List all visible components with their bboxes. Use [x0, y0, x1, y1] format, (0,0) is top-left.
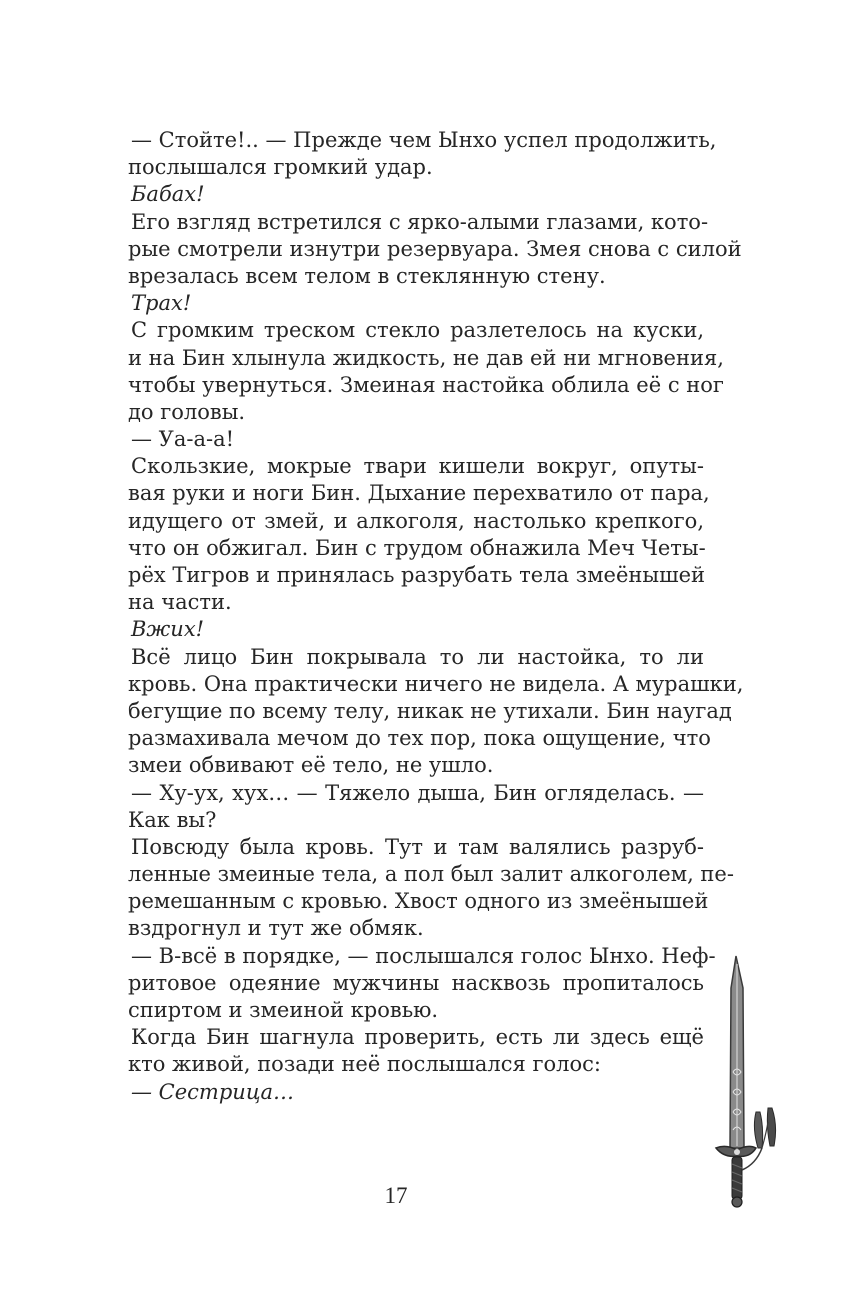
- text-line: ритовое одеяние мужчины насквозь пропиталось: [128, 970, 704, 995]
- text-line: кровь. Она практически ничего не видела. А мурашки,: [128, 671, 744, 696]
- text-line: чтобы увернуться. Змеиная настойка облила её с ног: [128, 372, 724, 397]
- sword-icon: [712, 952, 788, 1210]
- text-line: вая руки и ноги Бин. Дыхание перехватило от пара,: [128, 481, 710, 506]
- sound-effect-line: Вжих!: [131, 617, 205, 642]
- text-line: С громким треском стекло разлетелось на куски,: [131, 318, 704, 343]
- sound-effect-line: Трах!: [131, 291, 192, 316]
- text-line: вздрогнул и тут же обмяк.: [128, 916, 424, 941]
- text-line: рёх Тигров и принялась разрубать тела змеёнышей: [128, 563, 706, 587]
- tassel-left: [754, 1112, 762, 1148]
- text-line: врезалась всем телом в стеклянную стену.: [128, 263, 606, 288]
- text-line: — Стойте!.. — Прежде чем Ынхо успел продолжить,: [131, 128, 717, 152]
- text-line: на части.: [128, 590, 232, 615]
- text-line: — В-всё в порядке, — послышался голос Ынхо. Неф-: [131, 943, 716, 968]
- text-line: Как вы?: [128, 807, 217, 832]
- tassel-right: [767, 1108, 775, 1146]
- sword-grip: [732, 1157, 742, 1199]
- dialogue-line: — Сестрица…: [131, 1079, 294, 1104]
- sound-effect-line: Бабах!: [131, 182, 205, 207]
- text-line: ленные змеиные тела, а пол был залит алкоголем, пе-: [128, 862, 734, 887]
- text-line: Скользкие, мокрые твари кишели вокруг, опуты-: [131, 454, 704, 479]
- text-line: Всё лицо Бин покрывала то ли настойка, то ли: [131, 644, 704, 669]
- text-line: до головы.: [128, 399, 246, 424]
- text-line: спиртом и змеиной кровью.: [128, 998, 439, 1022]
- text-line: кто живой, позади неё послышался голос:: [128, 1052, 601, 1077]
- text-line: бегущие по всему телу, никак не утихали. Бин наугад: [128, 698, 732, 723]
- text-line: и на Бин хлынула жидкость, не дав ей ни мгновения,: [128, 345, 724, 370]
- text-line: змеи обвивают её тело, не ушло.: [128, 753, 494, 778]
- text-line: — Уа-а-а!: [131, 427, 235, 452]
- text-line: Повсюду была кровь. Тут и там валялись разруб-: [131, 834, 704, 859]
- page-number: 17: [384, 1183, 408, 1208]
- text-line: идущего от змей, и алкоголя, настолько крепкого,: [128, 508, 704, 533]
- text-line: Его взгляд встретился с ярко-алыми глазами, кото-: [131, 209, 709, 234]
- text-line: послышался громкий удар.: [128, 155, 433, 180]
- text-line: рые смотрели изнутри резервуара. Змея снова с силой: [128, 236, 742, 261]
- text-line: размахивала мечом до тех пор, пока ощущение, что: [128, 726, 711, 751]
- text-line: что он обжигал. Бин с трудом обнажила Меч Четы-: [128, 535, 706, 560]
- text-line: Когда Бин шагнула проверить, есть ли здесь ещё: [131, 1025, 704, 1050]
- text-line: ремешанным с кровью. Хвост одного из змеёнышей: [128, 889, 709, 914]
- body-text: [128, 127, 744, 1106]
- text-line: — Ху-ух, хух… — Тяжело дыша, Бин огляделась. —: [131, 780, 704, 805]
